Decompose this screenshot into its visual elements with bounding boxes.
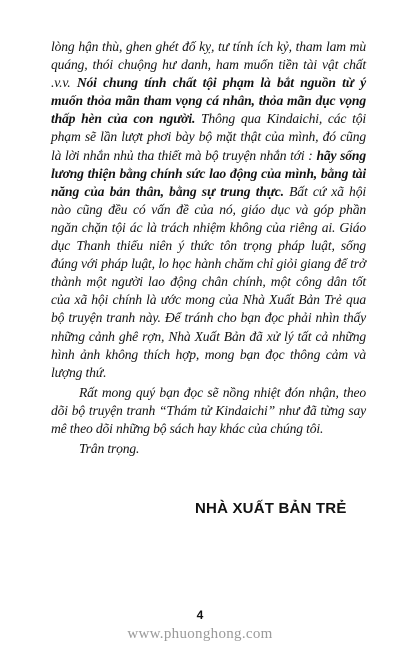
text-run: lòng hận thù, ghen ghét đố kỵ, tư tính ích kỷ, tham lam mù quáng, thói chuộng hư danh, ham muốn tiền tài vật chất .v.v. bbox=[51, 39, 366, 91]
text-run: Thông qua Kindaichi, các tội phạm sẽ lần lượt phơi bày bộ mặt thật của mình, đó cũng là lời nhắn nhủ tha thiết mà bộ truyện nhắn tới : bbox=[51, 111, 367, 163]
publisher-signature: NHÀ XUẤT BẢN TRẺ bbox=[195, 500, 347, 517]
paragraph-2: Rất mong quý bạn đọc sẽ nồng nhiệt đón nhận, theo dõi bộ truyện tranh “Thám tử Kindaichi” như đã từng say mê theo dõi những bộ sách hay khác của chúng tôi. bbox=[51, 384, 366, 436]
closing-line: Trân trọng. bbox=[79, 441, 140, 457]
paragraph-1 bbox=[51, 38, 366, 382]
page-number: 4 bbox=[196, 608, 204, 622]
body-text bbox=[51, 38, 366, 458]
text-run: Bất cứ xã hội nào cũng đều có vấn đề của nó, giáo dục và góp phần ngăn chặn tội ác là trách nhiệm không của riêng ai. Giáo dục Thanh thiếu niên ý thức tôn trọng pháp luật, sống đúng với pháp luật, lo học hành chăm chỉ giỏi giang để trở thành một người lao động chân chính, một công dân tốt của xã hội chính là ước mong của Nhà Xuất Bản Trẻ qua bộ truyện tranh này. Để tránh cho bạn đọc phải nhìn thấy những cảnh ghê rợn, Nhà Xuất Bản đã xử lý tất cả những hình ảnh không thích hợp, mong bạn đọc thông cảm và lượng thứ. bbox=[51, 183, 366, 380]
bold-text-run: Nói chung tính chất tội phạm là bắt nguồn từ ý muốn thỏa mãn tham vọng cá nhân, thỏa mãn dục vọng thấp hèn của con người. bbox=[51, 75, 366, 127]
watermark-url: www.phuonghong.com bbox=[127, 626, 273, 642]
bold-text-run: hãy sống lương thiện bằng chính sức lao động của mình, bằng tài năng của bản thân, bằng sự trung thực. bbox=[51, 147, 366, 199]
